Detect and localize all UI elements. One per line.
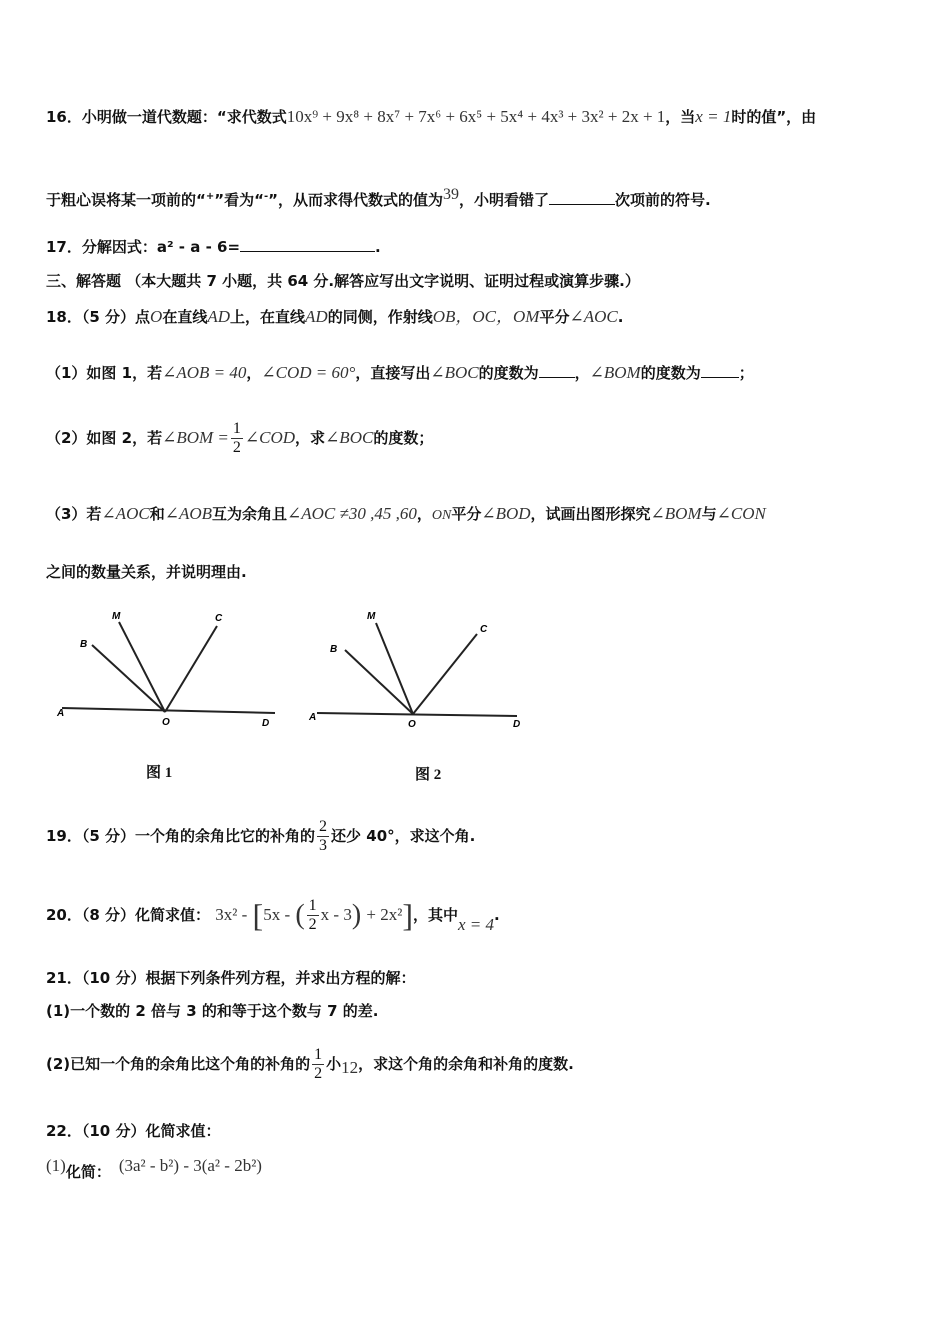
q22-title: 22．（10 分）化简求值： bbox=[46, 1122, 221, 1140]
fraction-den: 2 bbox=[314, 1065, 323, 1082]
q20-expr-c: x - 3 bbox=[320, 905, 352, 924]
figure-2-caption: 图 2 bbox=[415, 767, 442, 783]
q20-line bbox=[46, 897, 500, 934]
fig2-label-c: C bbox=[480, 624, 488, 635]
q22-part1 bbox=[46, 1155, 262, 1181]
q18-p3-g: 与 bbox=[701, 505, 717, 523]
q18-line1 bbox=[46, 302, 623, 327]
q18-part3-line2: 之间的数量关系，并说明理由. bbox=[46, 563, 247, 581]
q20-text-c: . bbox=[494, 906, 500, 924]
q20-paren-open: ( bbox=[295, 899, 305, 931]
q16-prefix: 16．小明做一道代数题：“求代数式 bbox=[46, 108, 287, 126]
q18-bom-blank[interactable] bbox=[701, 363, 739, 378]
q21-text-a: (2)已知一个角的余角比这个角的补角的 bbox=[46, 1055, 311, 1073]
q18-p1-e: 的度数为 bbox=[640, 364, 701, 382]
line-ad: AD bbox=[207, 307, 231, 326]
fraction-half bbox=[307, 897, 319, 934]
q20-expr-d: + 2x² bbox=[366, 905, 403, 924]
fraction-num: 1 bbox=[314, 1046, 323, 1063]
point-o: O bbox=[150, 307, 163, 326]
q18-text-f: . bbox=[617, 308, 624, 326]
figure-1-caption: 图 1 bbox=[146, 765, 173, 781]
q18-p1-a: （1）如图 1，若 bbox=[46, 364, 163, 382]
fig2-label-a: A bbox=[309, 712, 317, 723]
q21-part2 bbox=[46, 1046, 574, 1083]
fig1-label-o: O bbox=[162, 717, 170, 728]
fraction-den: 2 bbox=[232, 439, 241, 456]
q20-condition: x = 4 bbox=[458, 915, 495, 934]
fig2-label-o: O bbox=[408, 719, 416, 730]
fraction-num: 1 bbox=[232, 420, 241, 437]
q16-value: 39 bbox=[443, 186, 460, 203]
q18-p3-d: ， bbox=[416, 505, 432, 523]
q20-bracket-close: ] bbox=[402, 897, 413, 933]
q18-text-c: 上，在直线 bbox=[230, 308, 306, 326]
q16-mid: ，当 bbox=[665, 108, 696, 126]
q20-text-b: ，其中 bbox=[413, 906, 459, 924]
q22-text: 化简： bbox=[65, 1163, 111, 1181]
fig1-label-a: A bbox=[57, 708, 65, 719]
q21-text-b: 小 bbox=[326, 1055, 342, 1073]
q16-line1 bbox=[46, 106, 816, 127]
angle-cod: ∠COD bbox=[244, 428, 296, 447]
q18-p3-f: ，试画出图形探究 bbox=[530, 505, 651, 523]
angle-cod-60: ∠COD = 60° bbox=[261, 363, 356, 382]
fraction-num: 2 bbox=[319, 818, 328, 835]
ray-on: ON bbox=[431, 508, 452, 523]
q22-expression: (3a² - b²) - 3(a² - 2b²) bbox=[118, 1156, 262, 1175]
q17-line bbox=[46, 236, 381, 257]
angle-bod: ∠BOD bbox=[481, 504, 531, 523]
fig2-label-d: D bbox=[513, 719, 521, 730]
q18-part3 bbox=[46, 503, 766, 524]
q18-p1-d: ， bbox=[574, 364, 590, 382]
angle-aoc: ∠AOC bbox=[569, 307, 618, 326]
q16-answer-blank[interactable] bbox=[549, 190, 615, 205]
q16-text-c: ”，从而求得代数式的值为 bbox=[268, 191, 444, 209]
angle-neq: ∠AOC ≠30 ,45 ,60 bbox=[287, 504, 417, 523]
q18-text-b: 在直线 bbox=[162, 308, 208, 326]
q18-text-e: 平分 bbox=[539, 308, 570, 326]
q18-p3-b: 和 bbox=[149, 505, 165, 523]
q18-p1-c: 的度数为 bbox=[478, 364, 539, 382]
angle-boc-2: ∠BOC bbox=[325, 428, 374, 447]
fig1-label-b: B bbox=[80, 639, 88, 650]
q18-p1-b: ，直接写出 bbox=[355, 364, 431, 382]
q21-title: 21．（10 分）根据下列条件列方程，并求出方程的解： bbox=[46, 969, 416, 987]
q16-expression: 10x⁹ + 9x⁸ + 8x⁷ + 7x⁶ + 6x⁵ + 5x⁴ + 4x³ + 3x² + 2x + 1 bbox=[286, 107, 666, 126]
q16-text-a: 于粗心误将某一项前的“ bbox=[46, 191, 206, 209]
q18-boc-blank[interactable] bbox=[539, 363, 575, 378]
fig2-label-b: B bbox=[330, 644, 338, 655]
q16-text-b: ”看为“ bbox=[214, 191, 264, 209]
figure-1 bbox=[50, 600, 290, 730]
fraction-half bbox=[312, 1046, 324, 1083]
q22-part-number: (1) bbox=[46, 1156, 66, 1175]
q18-p2-a: （2）如图 2，若 bbox=[46, 429, 163, 447]
angle-bom-eq: ∠BOM = bbox=[162, 428, 229, 447]
angle-boc: ∠BOC bbox=[430, 363, 479, 382]
fig2-label-m: M bbox=[367, 611, 376, 622]
q20-text-a: 20．（8 分）化简求值： bbox=[46, 906, 211, 924]
q18-p1-f: ； bbox=[738, 364, 754, 382]
fraction-half bbox=[231, 420, 243, 457]
q18-p3-c: 互为余角且 bbox=[212, 505, 288, 523]
q18-p3-a: （3）若 bbox=[46, 505, 102, 523]
figure-2 bbox=[305, 600, 535, 730]
q17-text: 17．分解因式：a² - a - 6= bbox=[46, 238, 241, 256]
angle-aoc-3: ∠AOC bbox=[101, 504, 150, 523]
fraction-den: 3 bbox=[319, 837, 328, 854]
minus-sign: - bbox=[263, 191, 269, 202]
q17-answer-blank[interactable] bbox=[240, 237, 375, 252]
section-heading: 三、解答题 （本大题共 7 小题，共 64 分.解答应写出文字说明、证明过程或演算步骤.） bbox=[46, 272, 640, 290]
angle-aob-40: ∠AOB = 40 bbox=[162, 363, 247, 382]
q18-p3-e: 平分 bbox=[451, 505, 482, 523]
angle-bom: ∠BOM bbox=[589, 363, 641, 382]
q19-text-b: 还少 40°，求这个角. bbox=[331, 827, 476, 845]
q16-suffix: 时的值”，由 bbox=[731, 108, 817, 126]
q18-part1 bbox=[46, 362, 754, 383]
q18-p2-b: ，求 bbox=[295, 429, 326, 447]
q18-p2-c: 的度数； bbox=[373, 429, 434, 447]
q17-end: . bbox=[375, 238, 381, 256]
rays: OB，OC，OM bbox=[432, 307, 540, 326]
q16-text-d: ，小明看错了 bbox=[459, 191, 550, 209]
angle-bom-3: ∠BOM bbox=[650, 504, 702, 523]
q20-bracket-open: [ bbox=[252, 897, 264, 933]
q16-text-e: 次项前的符号. bbox=[615, 191, 711, 209]
fraction-num: 1 bbox=[308, 897, 317, 914]
line-ad-2: AD bbox=[305, 307, 328, 326]
angle-aob-3: ∠AOB bbox=[164, 504, 212, 523]
fraction-den: 2 bbox=[308, 916, 317, 933]
fig1-label-m: M bbox=[112, 611, 121, 622]
q19-line bbox=[46, 818, 475, 855]
q18-text-d: 的同侧，作射线 bbox=[327, 308, 433, 326]
fig1-label-c: C bbox=[215, 613, 223, 624]
fraction-two-thirds bbox=[317, 818, 329, 855]
q21-part1: (1)一个数的 2 倍与 3 的和等于这个数与 7 的差. bbox=[46, 1002, 379, 1020]
q16-line2 bbox=[46, 186, 711, 210]
plus-sign: + bbox=[205, 191, 215, 202]
q20-expr-b: 5x - bbox=[263, 905, 291, 924]
q19-text-a: 19．（5 分）一个角的余角比它的补角的 bbox=[46, 827, 316, 845]
q21-text-c: ，求这个角的余角和补角的度数. bbox=[358, 1055, 574, 1073]
q20-expr-a: 3x² - bbox=[215, 905, 248, 924]
q18-p1-sep: ， bbox=[246, 364, 262, 382]
angle-con: ∠CON bbox=[716, 504, 766, 523]
q18-part2 bbox=[46, 420, 433, 457]
q21-value: 12 bbox=[341, 1058, 359, 1077]
q18-text-a: 18．（5 分）点 bbox=[46, 308, 151, 326]
q20-paren-close: ) bbox=[351, 899, 362, 931]
fig1-label-d: D bbox=[262, 718, 270, 729]
q16-condition: x = 1 bbox=[695, 107, 732, 126]
